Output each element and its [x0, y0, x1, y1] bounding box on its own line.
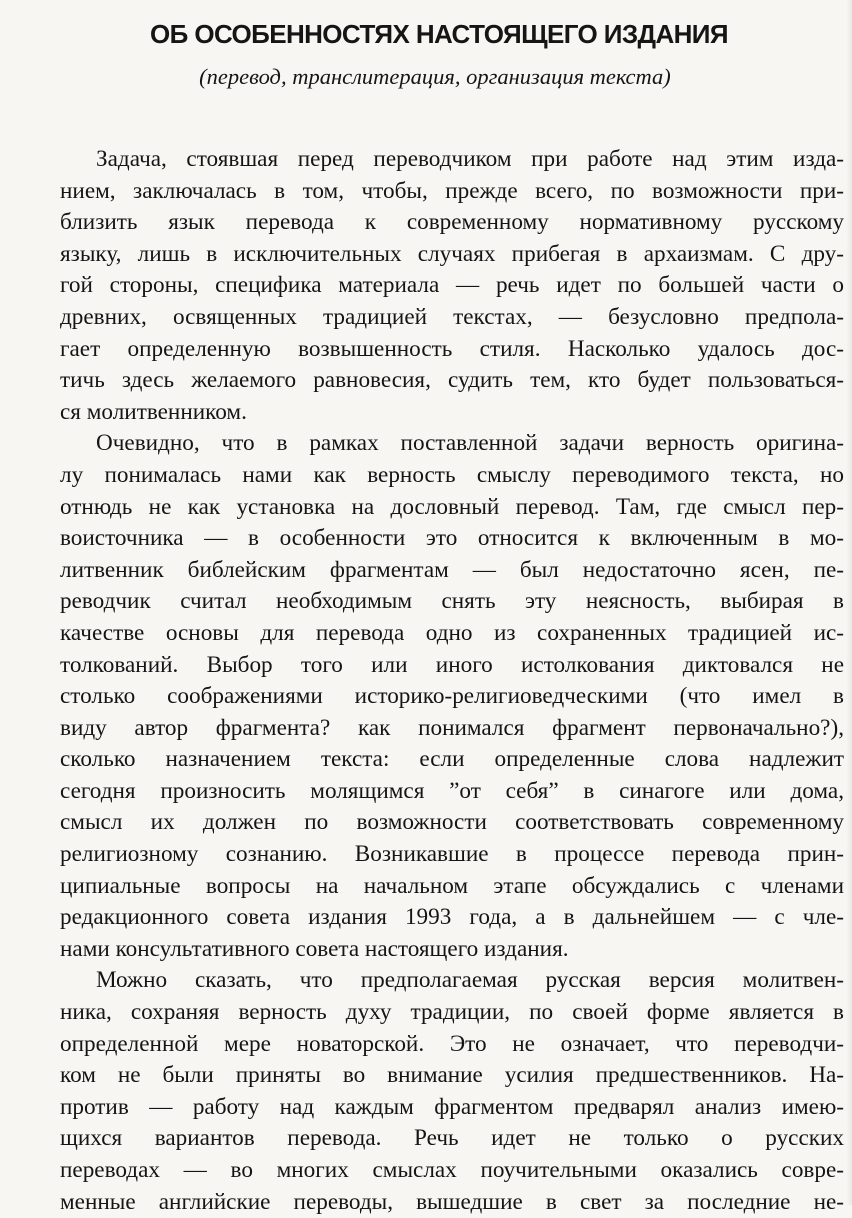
text-line: литвенник библейским фрагментам — был недостаточно ясен, пе- [60, 556, 844, 583]
text-line: толкований. Выбор того или иного истолкования диктовался не [60, 651, 844, 678]
text-line: сегодня произносить молящимся ”от себя” в синагоге или дома, [60, 777, 844, 804]
text-line: смысл их должен по возможности соответствовать современному [60, 809, 844, 836]
text-line: редакционного совета издания 1993 года, а в дальнейшем — с чле- [60, 904, 844, 931]
text-line: близить язык перевода к современному нормативному русскому [60, 209, 844, 236]
text-line: ника, сохраняя верность духу традиции, по своей форме является в [60, 999, 844, 1026]
text-line: реводчик считал необходимым снять эту неясность, выбирая в [60, 588, 844, 615]
text-line: переводах — во многих смыслах поучительными оказались совре- [60, 1157, 844, 1183]
text-line: Очевидно, что в рамках поставленной задачи верность оригина- [96, 430, 844, 457]
text-line: отнюдь не как установка на дословный перевод. Там, где смысл пер- [60, 493, 844, 520]
text-line: древних, освященных традицией текстах, — безусловно предпола- [60, 303, 844, 330]
text-line: виду автор фрагмента? как понимался фрагмент первоначально?), [60, 714, 844, 741]
text-line: качестве основы для перевода одно из сохраненных традицией ис- [60, 619, 844, 646]
text-line: определенной мере новаторской. Это не означает, что переводчи- [60, 1030, 844, 1057]
text-line: ципиальные вопросы на начальном этапе обсуждались с членами [60, 872, 844, 899]
text-line: менные английские переводы, вышедшие в свет за последние не- [60, 1188, 844, 1215]
paragraph-3 [26, 965, 844, 1218]
text-line: столько соображениями историко-религиоведческими (что имел в [60, 683, 844, 710]
text-line: лу понималась нами как верность смыслу переводимого текста, но [60, 461, 844, 488]
page-title: ОБ ОСОБЕННОСТЯХ НАСТОЯЩЕГО ИЗДАНИЯ [150, 19, 728, 49]
text-line: нами консультативного совета настоящего издания. [60, 935, 569, 962]
text-line: Можно сказать, что предполагаемая русская версия молитвен- [96, 967, 844, 994]
text-line: гает определенную возвышенность стиля. Насколько удалось дос- [60, 335, 844, 362]
text-line: языку, лишь в исключительных случаях прибегая в архаизмам. С дру- [60, 240, 844, 267]
page-subtitle: (перевод, транслитерация, организация текста) [199, 64, 671, 89]
text-line: сколько назначением текста: если определенные слова надлежит [60, 746, 844, 773]
text-line: нием, заключалась в том, чтобы, прежде всего, по возможности при- [60, 177, 844, 204]
text-line: тичь здесь желаемого равновесия, судить тем, кто будет пользоваться- [60, 367, 844, 394]
body-text [26, 144, 844, 1218]
text-line: ся молитвенником. [60, 398, 247, 425]
page-edge-shadow [846, 0, 852, 1205]
text-line: гой стороны, специфика материала — речь идет по большей части о [60, 272, 844, 299]
paragraph-1 [26, 144, 844, 428]
text-line: ком не были приняты во внимание усилия предшественников. На- [60, 1062, 844, 1089]
text-line: Задача, стоявшая перед переводчиком при работе над этим изда- [96, 146, 844, 172]
text-line: щихся вариантов перевода. Речь идет не только о русских [60, 1125, 844, 1152]
text-line: воисточника — в особенности это относится к включенным в мо- [60, 525, 844, 552]
text-line: религиозному сознанию. Возникавшие в процессе перевода прин- [60, 841, 844, 868]
text-line: против — работу над каждым фрагментом предварял анализ имею- [60, 1093, 844, 1120]
paragraph-2 [26, 428, 844, 965]
